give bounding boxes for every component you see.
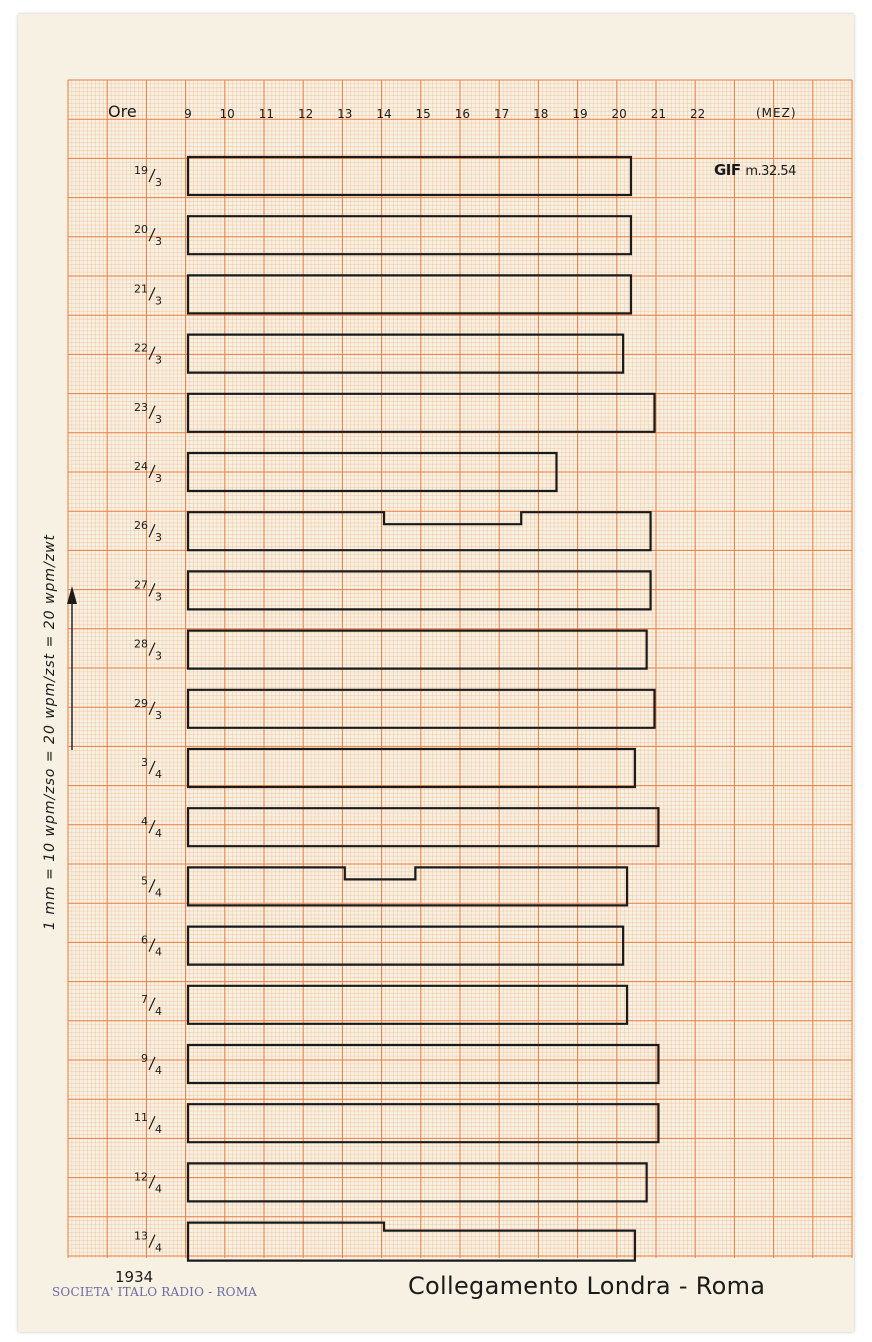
date-label-den-3: 3 xyxy=(155,353,162,367)
date-label-den-1: 3 xyxy=(155,235,162,249)
date-label-num-0: 19 xyxy=(134,164,148,177)
date-label-num-3: 22 xyxy=(134,341,148,355)
date-label-den-6: 3 xyxy=(155,531,162,545)
transmission-bar-12 xyxy=(188,867,627,905)
hour-tick-17: 17 xyxy=(493,107,510,121)
hours-axis-label: Ore xyxy=(108,102,137,121)
reference-code xyxy=(714,161,796,179)
date-label-den-14: 4 xyxy=(155,1004,162,1018)
date-label-den-18: 4 xyxy=(155,1241,162,1255)
date-label-num-8: 28 xyxy=(134,637,148,651)
year-label: 1934 xyxy=(115,1268,154,1286)
date-label-num-18: 13 xyxy=(134,1229,148,1243)
hour-tick-10: 10 xyxy=(219,107,235,121)
date-label-num-4: 23 xyxy=(134,400,148,414)
date-labels xyxy=(134,164,162,1255)
date-label-den-8: 3 xyxy=(155,649,162,663)
chart-caption: Collegamento Londra - Roma xyxy=(408,1272,766,1300)
date-label-num-11: 4 xyxy=(141,815,148,829)
date-label-num-16: 11 xyxy=(134,1111,148,1125)
date-label-num-14: 7 xyxy=(141,992,148,1006)
hour-tick-13: 13 xyxy=(337,107,353,121)
hour-tick-18: 18 xyxy=(533,107,549,121)
date-label-den-11: 4 xyxy=(155,827,162,841)
hour-tick-14: 14 xyxy=(376,107,392,121)
hour-tick-15: 15 xyxy=(415,107,431,121)
date-label-den-16: 4 xyxy=(155,1123,162,1137)
transmission-bar-14 xyxy=(188,986,627,1024)
date-label-num-2: 21 xyxy=(134,282,148,296)
date-label-num-15: 9 xyxy=(141,1052,148,1065)
reference-code-main: GIF xyxy=(714,161,741,179)
reference-code-suffix: m.32.54 xyxy=(745,164,796,179)
hour-tick-19: 19 xyxy=(572,107,588,121)
hour-tick-21: 21 xyxy=(650,107,667,121)
date-label-num-1: 20 xyxy=(134,223,148,237)
hour-tick-11: 11 xyxy=(258,107,275,121)
hour-tick-16: 16 xyxy=(454,107,471,121)
scale-note: 1 mm = 10 wpm/zso = 20 wpm/zst = 20 wpm/zwt xyxy=(42,533,58,930)
date-label-num-6: 26 xyxy=(134,519,148,533)
date-label-num-9: 29 xyxy=(134,696,148,710)
transmission-bar-18 xyxy=(188,1223,635,1261)
date-label-den-0: 3 xyxy=(155,176,162,189)
date-label-num-13: 6 xyxy=(141,933,148,947)
hour-tick-20: 20 xyxy=(611,107,627,121)
date-label-den-17: 4 xyxy=(155,1182,162,1196)
date-label-den-7: 3 xyxy=(155,590,162,604)
transmission-bar-16 xyxy=(188,1104,658,1142)
transmission-bar-6 xyxy=(188,512,651,550)
date-label-den-4: 3 xyxy=(155,412,162,426)
company-stamp: SOCIETA' ITALO RADIO - ROMA xyxy=(52,1285,258,1299)
date-label-num-12: 5 xyxy=(141,874,148,888)
date-label-den-10: 4 xyxy=(155,768,162,781)
time-zone-label: (MEZ) xyxy=(756,106,797,120)
transmission-bar-10 xyxy=(188,749,635,787)
date-label-num-17: 12 xyxy=(134,1170,148,1184)
date-label-den-15: 4 xyxy=(155,1064,162,1077)
date-label-num-5: 24 xyxy=(134,460,148,473)
date-label-den-5: 3 xyxy=(155,472,162,485)
transmission-bar-0 xyxy=(188,157,631,195)
date-label-den-2: 3 xyxy=(155,294,162,308)
transmission-bar-2 xyxy=(188,275,631,313)
transmission-bar-7 xyxy=(188,571,651,609)
hour-tick-22: 22 xyxy=(689,107,706,121)
date-label-den-12: 4 xyxy=(155,886,162,900)
date-label-num-7: 27 xyxy=(134,578,148,592)
date-label-den-13: 4 xyxy=(155,945,162,959)
date-label-den-9: 3 xyxy=(155,708,162,722)
date-label-num-10: 3 xyxy=(141,756,148,769)
hour-tick-9: 9 xyxy=(184,107,192,121)
hour-tick-12: 12 xyxy=(297,107,314,121)
